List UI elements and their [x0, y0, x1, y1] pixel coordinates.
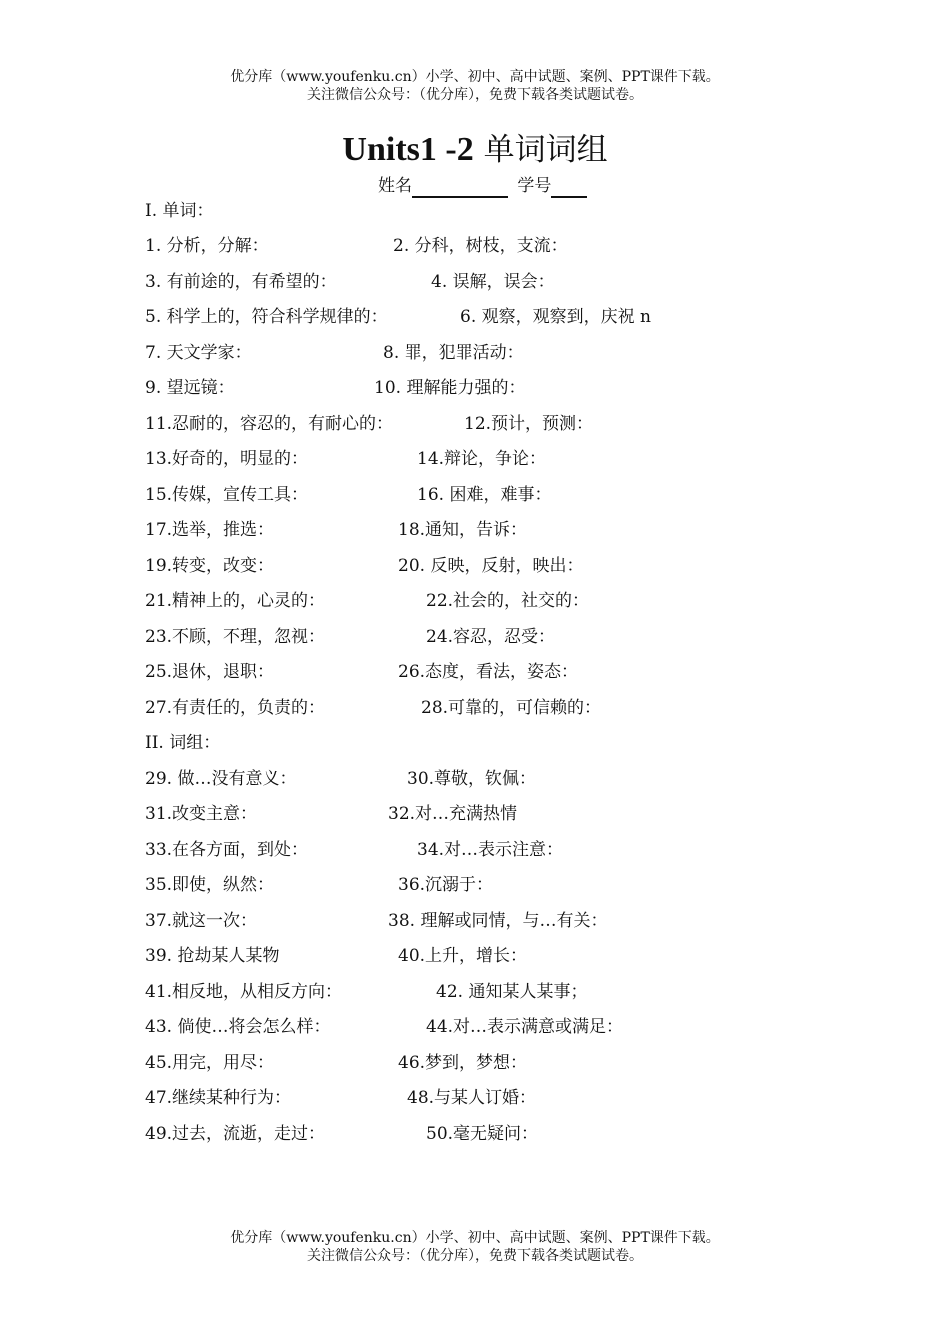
list-item-right: 20. 反映，反射，映出： [398, 556, 584, 576]
list-item [145, 589, 590, 613]
list-item-right: 32.对…充满热情 [388, 804, 518, 824]
list-item-right: 50.毫无疑问： [426, 1124, 539, 1144]
footer-line-1: 优分库（www.youfenku.cn）小学、初中、高中试题、案例、PPT课件下载。 [230, 1230, 720, 1246]
list-item-right: 16. 困难，难事： [417, 485, 552, 505]
list-item-left: 35.即使，纵然： [145, 875, 275, 895]
page-footer [0, 1229, 950, 1265]
list-item-right: 36.沉溺于： [398, 875, 494, 895]
list-item-left: 45.用完，用尽： [145, 1053, 275, 1073]
list-item-right: 46.梦到，梦想： [398, 1053, 528, 1073]
list-item-left: 21.精神上的，心灵的： [145, 591, 326, 611]
list-item [145, 909, 608, 933]
list-item-right: 48.与某人订婚： [407, 1088, 537, 1108]
page-title [0, 130, 950, 170]
list-item-left: 29. 做…没有意义： [145, 769, 297, 789]
list-item-right: 22.社会的，社交的： [426, 591, 590, 611]
list-item [145, 1015, 624, 1039]
list-item-right: 2. 分科，树枝，支流： [393, 236, 568, 256]
list-item [145, 447, 547, 471]
list-item [145, 660, 579, 684]
list-item-right: 14.辩论，争论： [417, 449, 547, 469]
section-heading-words: I. 单词： [145, 201, 214, 221]
list-item-left: 43. 倘使…将会怎么样： [145, 1017, 331, 1037]
list-item-left: 47.继续某种行为： [145, 1088, 292, 1108]
id-blank[interactable] [551, 178, 587, 198]
list-item [145, 1122, 539, 1146]
list-item-left: 9. 望远镜： [145, 378, 235, 398]
header-line-1: 优分库（www.youfenku.cn）小学、初中、高中试题、案例、PPT课件下载。 [230, 69, 720, 85]
name-id-line [378, 174, 591, 198]
list-item-left: 1. 分析，分解： [145, 236, 269, 256]
list-item-right: 38. 理解或同情，与…有关： [388, 911, 608, 931]
list-item-right: 4. 误解，误会： [431, 272, 555, 292]
list-item [145, 802, 518, 826]
page-header [0, 68, 950, 104]
list-item-right: 8. 罪，犯罪活动： [383, 343, 524, 363]
list-item-right: 30.尊敬，钦佩： [407, 769, 537, 789]
list-item-right: 6. 观察，观察到，庆祝 n [460, 307, 651, 327]
list-item [145, 767, 537, 791]
name-label: 姓名 [378, 176, 412, 196]
list-item-left: 27.有责任的，负责的： [145, 698, 326, 718]
list-item-right: 24.容忍，忍受： [426, 627, 556, 647]
list-item [145, 838, 564, 862]
list-item-right: 40.上升，增长： [398, 946, 528, 966]
list-item-right: 10. 理解能力强的： [374, 378, 526, 398]
list-item-left: 3. 有前途的，有希望的： [145, 272, 337, 292]
list-item-left: 11.忍耐的，容忍的，有耐心的： [145, 414, 394, 434]
list-item-right: 18.通知，告诉： [398, 520, 528, 540]
id-label: 学号 [517, 176, 552, 196]
list-item-left: 33.在各方面，到处： [145, 840, 309, 860]
list-item [145, 270, 555, 294]
list-item-left: 49.过去，流逝，走过： [145, 1124, 326, 1144]
list-item-right: 44.对…表示满意或满足： [426, 1017, 624, 1037]
list-item [145, 305, 651, 329]
list-item-left: 19.转变，改变： [145, 556, 275, 576]
list-item [145, 1086, 537, 1110]
list-item [145, 980, 588, 1004]
list-item [145, 483, 552, 507]
title-chinese: 单词词组 [473, 132, 608, 168]
list-item-left: 23.不顾，不理，忽视： [145, 627, 326, 647]
list-item-left: 17.选举，推选： [145, 520, 275, 540]
list-item-left: 41.相反地，从相反方向： [145, 982, 343, 1002]
list-item-right: 42. 通知某人某事； [436, 982, 588, 1002]
list-item-right: 28.可靠的，可信赖的： [421, 698, 602, 718]
list-item [145, 696, 602, 720]
name-blank[interactable] [412, 178, 508, 198]
list-item [145, 341, 524, 365]
list-item [145, 412, 594, 436]
footer-line-2: 关注微信公众号：（优分库），免费下载各类试题试卷。 [307, 1248, 643, 1264]
list-item-left: 5. 科学上的，符合科学规律的： [145, 307, 388, 327]
list-item [145, 625, 556, 649]
list-item-right: 26.态度，看法，姿态： [398, 662, 579, 682]
list-item-left: 37.就这一次： [145, 911, 258, 931]
list-item-left: 13.好奇的，明显的： [145, 449, 309, 469]
list-item-left: 39. 抢劫某人某物 [145, 946, 280, 966]
list-item [145, 518, 528, 542]
list-item-left: 7. 天文学家： [145, 343, 252, 363]
list-item [145, 376, 526, 400]
list-item [145, 944, 528, 968]
section-heading-phrases: II. 词组： [145, 733, 221, 753]
list-item [145, 554, 584, 578]
list-item [145, 234, 568, 258]
list-item-left: 15.传媒，宣传工具： [145, 485, 309, 505]
title-english: Units1 -2 [342, 131, 474, 168]
list-item-left: 25.退休，退职： [145, 662, 275, 682]
list-item-right: 34.对…表示注意： [417, 840, 564, 860]
list-item [145, 873, 494, 897]
header-line-2: 关注微信公众号：（优分库），免费下载各类试题试卷。 [307, 87, 643, 103]
list-item-right: 12.预计，预测： [464, 414, 594, 434]
list-item-left: 31.改变主意： [145, 804, 258, 824]
list-item [145, 1051, 528, 1075]
